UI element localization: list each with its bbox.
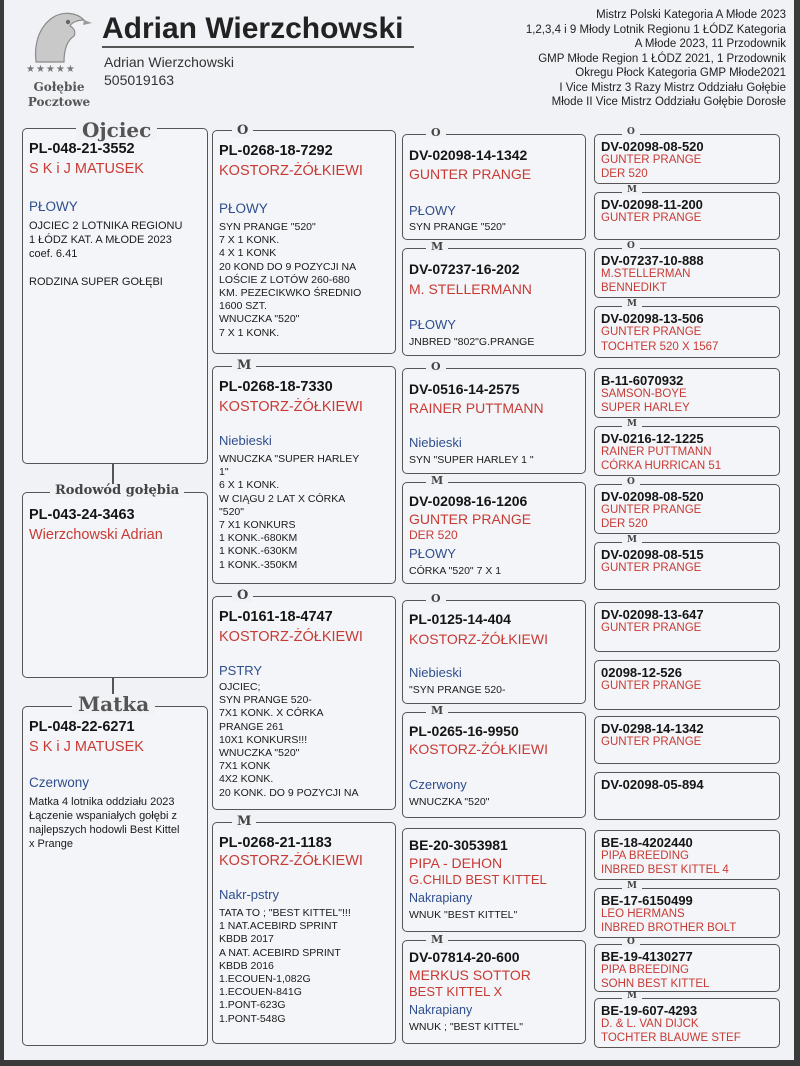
gen2-card-0 <box>212 130 396 354</box>
gen2-card-1 <box>212 366 396 584</box>
gen2-note: TATA TO ; "BEST KITTEL"!!! 1 NAT.ACEBIRD SPRINT KBDB 2017 A NAT. ACEBIRD SPRINT KBDB 2016 1.ECOUEN-1,082G 1.ECOUEN-841G 1.PONT-623G 1.PONT-548G <box>219 907 351 1025</box>
gen4-line2: SUPER HARLEY <box>601 402 690 414</box>
gen4-card-8 <box>594 602 780 652</box>
gen4-line1: GUNTER PRANGE <box>601 736 702 748</box>
gen4-badge: M <box>622 300 642 309</box>
owner-subname: Adrian Wierzchowski <box>104 54 234 70</box>
gen4-card-14 <box>594 944 780 992</box>
mother-badge: Matka <box>72 694 155 714</box>
logo-text-line1: Gołębie <box>33 80 85 94</box>
gen3-card-1 <box>402 248 586 356</box>
gen3-color: PŁOWY <box>409 317 456 332</box>
gen4-line1: GUNTER PRANGE <box>601 212 702 224</box>
gen4-card-5 <box>594 426 780 476</box>
gen2-color: PSTRY <box>219 663 263 678</box>
gen3-breeder: PIPA - DEHON <box>409 855 503 871</box>
logo-text-line2: Pocztowe <box>27 95 91 109</box>
mother-note: Matka 4 lotnika oddziału 2023 Łączenie wspaniałych gołębi z najlepszych hodowli Best Kittel x Prange <box>29 796 180 850</box>
gen3-breeder: KOSTORZ-ŻÓŁKIEWI <box>409 741 548 757</box>
gen3-breeder: MERKUS SOTTOR <box>409 967 531 983</box>
gen4-line2: BENNEDIKT <box>601 282 667 294</box>
gen3-breeder: GUNTER PRANGE <box>409 166 532 182</box>
gen2-note: OJCIEC; SYN PRANGE 520- 7X1 KONK. X CÓRKA PRANGE 261 10X1 KONKURS!!! WNUCZKA "520" 7X1 KONK 4X2 KONK. 20 KONK. DO 9 POZYCJI NA <box>219 681 359 799</box>
mother-color: Czerwony <box>29 775 90 790</box>
achievement-line: 1,2,3,4 i 9 Młody Lotnik Regionu 1 ŁÓDZ Kategoria <box>525 23 786 36</box>
header <box>4 0 794 112</box>
gen4-id: DV-0298-14-1342 <box>601 721 704 736</box>
gen4-id: BE-19-4130277 <box>601 949 693 964</box>
gen4-id: DV-02098-08-520 <box>601 139 704 154</box>
gen3-id: DV-02098-14-1342 <box>409 147 528 163</box>
gen4-line2: CÓRKA HURRICAN 51 <box>601 460 722 472</box>
gen4-id: B-11-6070932 <box>601 373 684 388</box>
logo <box>18 6 100 110</box>
gen2-breeder: KOSTORZ-ŻÓŁKIEWI <box>219 853 363 869</box>
father-id: PL-048-21-3552 <box>29 141 135 157</box>
gen4-line1: PIPA BREEDING <box>601 964 689 976</box>
father-card <box>22 128 208 464</box>
gen4-card-15 <box>594 998 780 1048</box>
gen4-card-6 <box>594 484 780 534</box>
gen4-id: DV-02098-13-647 <box>601 607 704 622</box>
gen3-card-2 <box>402 368 586 474</box>
gen3-breeder: KOSTORZ-ŻÓŁKIEWI <box>409 631 548 647</box>
gen4-line2: TOCHTER BLAUWE STEF <box>601 1032 741 1044</box>
gen4-badge: M <box>622 420 642 429</box>
subject-badge: Rodowód gołębia <box>50 484 184 497</box>
gen4-id: BE-17-6150499 <box>601 893 693 908</box>
gen3-breeder-note: DER 520 <box>409 528 458 542</box>
gen3-color: Niebieski <box>409 665 462 680</box>
gen2-id: PL-0268-21-1183 <box>219 835 332 851</box>
gen4-card-1 <box>594 192 780 240</box>
gen3-breeder: RAINER PUTTMANN <box>409 400 544 416</box>
gen4-badge: O <box>622 242 640 251</box>
pigeon-head-icon <box>24 6 94 66</box>
gen4-card-12 <box>594 830 780 880</box>
achievement-line: Okregu Płock Kategoria GMP Młode2021 <box>575 67 786 79</box>
gen4-id: DV-02098-13-506 <box>601 311 704 326</box>
gen3-badge: M <box>426 705 448 716</box>
pedigree-sheet <box>4 0 794 1060</box>
mother-card <box>22 706 208 1046</box>
gen3-breeder-note: BEST KITTEL X <box>409 984 503 999</box>
mother-id: PL-048-22-6271 <box>29 719 135 735</box>
gen2-color: Niebieski <box>219 433 272 448</box>
gen2-card-2 <box>212 596 396 810</box>
gen4-line1: RAINER PUTTMANN <box>601 446 712 458</box>
gen3-note: WNUCZKA "520" <box>409 796 490 808</box>
gen4-card-9 <box>594 660 780 710</box>
gen4-line2: INBRED BROTHER BOLT <box>601 922 737 934</box>
gen4-line1: GUNTER PRANGE <box>601 504 702 516</box>
gen3-id: BE-20-3053981 <box>409 837 508 853</box>
gen3-note: CÓRKA "520" 7 X 1 <box>409 565 502 577</box>
gen3-id: PL-0265-16-9950 <box>409 723 519 739</box>
gen4-badge: M <box>622 186 642 195</box>
gen4-line2: DER 520 <box>601 168 648 180</box>
gen3-badge: M <box>426 241 448 252</box>
gen2-badge: O <box>232 589 253 602</box>
gen3-color: Nakrapiany <box>409 891 473 905</box>
gen2-breeder: KOSTORZ-ŻÓŁKIEWI <box>219 399 363 415</box>
gen3-card-4 <box>402 600 586 704</box>
gen3-note: JNBRED "802"G.PRANGE <box>409 336 535 348</box>
achievement-line: I Vice Mistrz 3 Razy Mistrz Oddziału Gołębie <box>559 81 786 94</box>
gen2-color: Nakr-pstry <box>219 887 279 902</box>
owner-name: Adrian Wierzchowski <box>102 12 404 45</box>
father-badge: Ojciec <box>76 120 157 140</box>
gen4-line1: GUNTER PRANGE <box>601 154 702 166</box>
gen4-line2: TOCHTER 520 X 1567 <box>601 341 719 353</box>
gen4-card-10 <box>594 716 780 764</box>
gen3-note: SYN PRANGE "520" <box>409 221 506 233</box>
achievements <box>466 8 786 110</box>
gen3-card-3 <box>402 482 586 584</box>
gen3-id: PL-0125-14-404 <box>409 611 511 627</box>
gen4-line1: D. & L. VAN DIJCK <box>601 1018 699 1030</box>
gen3-badge: M <box>426 934 448 945</box>
gen4-id: BE-19-607-4293 <box>601 1003 698 1018</box>
gen3-breeder-note: G.CHILD BEST KITTEL <box>409 872 547 887</box>
gen3-card-0 <box>402 134 586 240</box>
gen4-line1: M.STELLERMAN <box>601 268 691 280</box>
gen2-breeder: KOSTORZ-ŻÓŁKIEWI <box>219 163 363 179</box>
gen4-id: DV-0216-12-1225 <box>601 431 704 446</box>
gen4-id: DV-02098-08-520 <box>601 489 704 504</box>
gen4-line1: LEO HERMANS <box>601 908 685 920</box>
gen4-card-0 <box>594 134 780 184</box>
gen4-line2: DER 520 <box>601 518 648 530</box>
gen4-line1: PIPA BREEDING <box>601 850 689 862</box>
gen2-badge: O <box>232 124 253 137</box>
gen3-badge: O <box>426 127 446 138</box>
gen4-badge: M <box>622 536 642 545</box>
gen4-id: DV-07237-10-888 <box>601 253 704 268</box>
gen4-line2: SOHN BEST KITTEL <box>601 978 710 990</box>
gen3-id: DV-02098-16-1206 <box>409 493 528 509</box>
gen4-badge: O <box>622 128 640 137</box>
gen4-id: DV-02098-11-200 <box>601 197 703 212</box>
gen4-line2: INBRED BEST KITTEL 4 <box>601 864 729 876</box>
gen2-color: PŁOWY <box>219 201 268 216</box>
gen4-badge: O <box>622 478 640 487</box>
gen2-id: PL-0268-18-7330 <box>219 379 333 395</box>
gen2-badge: M <box>232 815 256 828</box>
gen3-color: PŁOWY <box>409 546 456 561</box>
gen2-badge: M <box>232 359 256 372</box>
gen3-id: DV-0516-14-2575 <box>409 381 520 397</box>
gen3-color: Nakrapiany <box>409 1003 473 1017</box>
gen4-line1: GUNTER PRANGE <box>601 326 702 338</box>
gen3-badge: M <box>426 475 448 486</box>
gen4-id: DV-02098-08-515 <box>601 547 704 562</box>
gen4-card-7 <box>594 542 780 590</box>
gen2-id: PL-0268-18-7292 <box>219 143 333 159</box>
gen2-note: SYN PRANGE "520" 7 X 1 KONK. 4 X 1 KONK 20 KOND DO 9 POZYCJI NA LOŚCIE Z LOTÓW 260-680 KM. PEZECIKWKO ŚREDNIO 1600 SZT. WNUCZKA "520" 7 X 1 KONK. <box>219 221 362 339</box>
gen3-badge: O <box>426 361 446 372</box>
father-note: OJCIEC 2 LOTNIKA REGIONU 1 ŁÓDZ KAT. A MŁODE 2023 coef. 6.41 RODZINA SUPER GOŁĘBI <box>29 220 183 288</box>
achievement-line: Młode II Vice Mistrz Oddziału Gołębie Dorosłe <box>551 96 786 108</box>
gen2-id: PL-0161-18-4747 <box>219 609 333 625</box>
gen4-card-13 <box>594 888 780 938</box>
gen4-card-2 <box>594 248 780 298</box>
gen2-note: WNUCZKA "SUPER HARLEY 1" 6 X 1 KONK. W CIĄGU 2 LAT X CÓRKA "520" 7 X1 KONKURS 1 KONK.-680KM 1 KONK.-630KM 1 KONK.-350KM <box>219 453 360 571</box>
mother-breeder: S K i J MATUSEK <box>29 739 144 755</box>
gen4-card-3 <box>594 306 780 358</box>
gen3-card-7 <box>402 940 586 1044</box>
father-breeder: S K i J MATUSEK <box>29 161 144 177</box>
gen3-id: DV-07237-16-202 <box>409 261 520 277</box>
logo-stars: ★★★★★ <box>26 64 76 75</box>
gen3-color: Niebieski <box>409 435 462 450</box>
gen2-card-3 <box>212 822 396 1044</box>
gen4-id: DV-02098-05-894 <box>601 777 704 792</box>
achievement-line: A Młode 2023, 11 Przodownik <box>634 38 786 50</box>
gen4-id: 02098-12-526 <box>601 665 682 680</box>
gen4-badge: M <box>622 992 642 1001</box>
gen3-note: "SYN PRANGE 520- <box>409 684 506 696</box>
gen4-card-4 <box>594 368 780 418</box>
gen4-card-11 <box>594 772 780 820</box>
achievement-line: GMP Młode Region 1 ŁÓDZ 2021, 1 Przodownik <box>538 52 786 65</box>
gen3-id: DV-07814-20-600 <box>409 949 520 965</box>
owner-phone: 505019163 <box>104 72 175 88</box>
gen4-line1: GUNTER PRANGE <box>601 622 702 634</box>
gen4-line1: GUNTER PRANGE <box>601 562 702 574</box>
father-color: PŁOWY <box>29 199 78 214</box>
gen3-card-6 <box>402 828 586 932</box>
gen3-badge: O <box>426 593 446 604</box>
subject-card <box>22 492 208 678</box>
gen4-line1: SAMSON-BOYE <box>601 388 687 400</box>
title-underline <box>102 46 414 48</box>
gen3-note: WNUK "BEST KITTEL" <box>409 909 518 921</box>
gen4-id: BE-18-4202440 <box>601 835 693 850</box>
gen4-badge: M <box>622 882 642 891</box>
subject-id: PL-043-24-3463 <box>29 507 135 523</box>
tree-connector <box>112 464 114 484</box>
gen3-note: SYN "SUPER HARLEY 1 " <box>409 454 534 466</box>
gen3-note: WNUK ; "BEST KITTEL" <box>409 1021 524 1033</box>
gen3-color: PŁOWY <box>409 203 456 218</box>
subject-breeder: Wierzchowski Adrian <box>29 527 163 543</box>
gen3-breeder: M. STELLERMANN <box>409 281 532 297</box>
gen3-card-5 <box>402 712 586 818</box>
achievement-line: Mistrz Polski Kategoria A Młode 2023 <box>596 9 786 21</box>
gen4-line1: GUNTER PRANGE <box>601 680 702 692</box>
gen3-breeder: GUNTER PRANGE <box>409 511 532 527</box>
gen2-breeder: KOSTORZ-ŻÓŁKIEWI <box>219 629 363 645</box>
gen3-color: Czerwony <box>409 777 467 792</box>
gen4-badge: O <box>622 938 640 947</box>
